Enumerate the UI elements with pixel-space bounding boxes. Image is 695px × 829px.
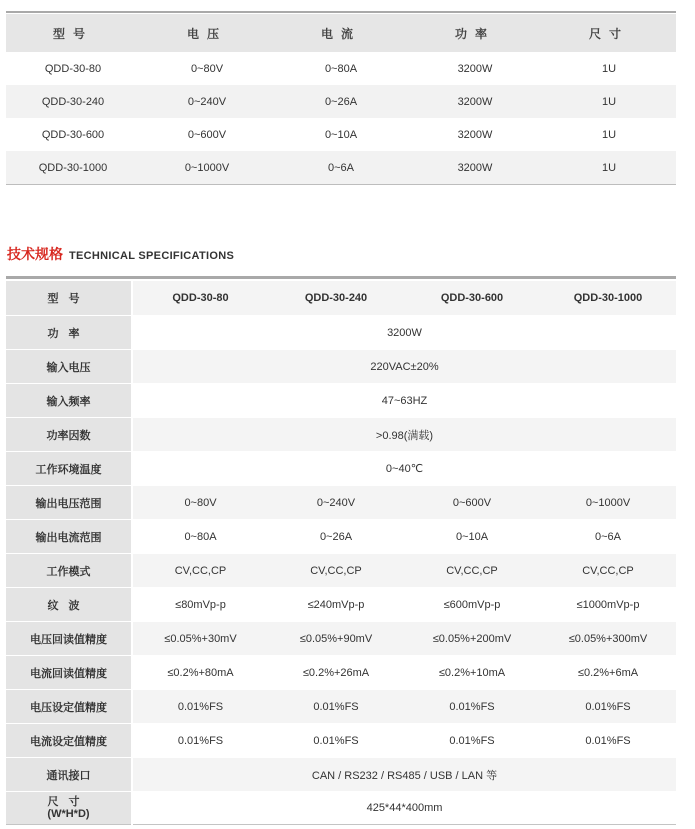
- header-model: 型号: [6, 14, 140, 52]
- spec-value: 0~10A: [404, 520, 540, 554]
- specs-header-row: [6, 281, 676, 316]
- spec-row-power-factor: [6, 418, 676, 452]
- model-summary-table: [6, 14, 676, 185]
- spec-row-voltage-setting: [6, 690, 676, 724]
- cell-voltage: 0~1000V: [140, 151, 274, 185]
- spec-value: 0~1000V: [540, 486, 676, 520]
- model-name: QDD-30-240: [268, 281, 404, 316]
- specs-top-rule: [6, 276, 676, 279]
- cell-size: 1U: [601, 62, 617, 75]
- spec-value: CV,CC,CP: [268, 554, 404, 588]
- row-label-voltage-setting: 电压设定值精度: [6, 690, 132, 724]
- cell-voltage: 0~600V: [187, 128, 227, 141]
- cell-power: 3200W: [457, 128, 493, 141]
- model-name: QDD-30-1000: [540, 281, 676, 316]
- spec-row-ripple: [6, 588, 676, 622]
- spec-value: CV,CC,CP: [132, 554, 268, 588]
- row-label-model: 型号: [6, 281, 132, 316]
- size-label: 尺寸: [47, 796, 90, 808]
- spec-value: ≤0.05%+300mV: [540, 622, 676, 656]
- spec-row-power: [6, 316, 676, 350]
- row-label-input-voltage: 输入电压: [6, 350, 132, 384]
- cell-power: 3200W: [408, 151, 542, 185]
- row-label-size: [6, 792, 132, 825]
- cell-model: QDD-30-1000: [6, 151, 140, 185]
- row-label-input-frequency: 输入频率: [6, 384, 132, 418]
- spec-row-input-voltage: [6, 350, 676, 384]
- spec-value-power: 3200W: [132, 316, 676, 350]
- spec-value-comm: CAN / RS232 / RS485 / USB / LAN 等: [132, 758, 676, 792]
- header-power: 功率: [408, 14, 542, 52]
- spec-value: ≤0.2%+6mA: [540, 656, 676, 690]
- row-label-ripple: 纹波: [6, 588, 132, 622]
- spec-value: ≤0.2%+26mA: [268, 656, 404, 690]
- spec-value-input-voltage: 220VAC±20%: [132, 350, 676, 384]
- table-row: [6, 118, 676, 151]
- size-label-sub: (W*H*D): [47, 808, 90, 820]
- model-name: QDD-30-600: [404, 281, 540, 316]
- spec-value: CV,CC,CP: [540, 554, 676, 588]
- spec-row-output-current: [6, 520, 676, 554]
- spec-row-comm: [6, 758, 676, 792]
- spec-value: 0.01%FS: [404, 690, 540, 724]
- specs-table: [6, 281, 676, 825]
- spec-row-temperature: [6, 452, 676, 486]
- cell-current: 0~6A: [274, 151, 408, 185]
- spec-row-mode: [6, 554, 676, 588]
- cell-size: 1U: [601, 128, 617, 141]
- spec-row-current-setting: [6, 724, 676, 758]
- spec-value: 0.01%FS: [268, 690, 404, 724]
- table-header-row: [6, 14, 676, 52]
- spec-value: ≤0.2%+80mA: [132, 656, 268, 690]
- spec-row-voltage-readback: [6, 622, 676, 656]
- row-label-output-voltage: 输出电压范围: [6, 486, 132, 520]
- spec-value: 0.01%FS: [268, 724, 404, 758]
- spec-row-output-voltage: [6, 486, 676, 520]
- spec-value-size: 425*44*400mm: [132, 792, 676, 825]
- row-label-voltage-readback: 电压回读值精度: [6, 622, 132, 656]
- section-title: [7, 244, 234, 264]
- row-label-output-current: 输出电流范围: [6, 520, 132, 554]
- spec-row-current-readback: [6, 656, 676, 690]
- table1-top-rule: [6, 11, 676, 13]
- model-name: QDD-30-80: [132, 281, 268, 316]
- cell-power: 3200W: [457, 62, 493, 75]
- row-label-comm: 通讯接口: [6, 758, 132, 792]
- spec-value: 0~80A: [132, 520, 268, 554]
- spec-value: ≤80mVp-p: [132, 588, 268, 622]
- spec-value: 0~6A: [540, 520, 676, 554]
- spec-value-temperature: 0~40℃: [132, 452, 676, 486]
- spec-value: 0~240V: [268, 486, 404, 520]
- cell-voltage: 0~240V: [140, 85, 274, 118]
- row-label-mode: 工作模式: [6, 554, 132, 588]
- row-label-current-readback: 电流回读值精度: [6, 656, 132, 690]
- row-label-power-factor: 功率因数: [6, 418, 132, 452]
- header-voltage: 电压: [140, 14, 274, 52]
- row-label-current-setting: 电流设定值精度: [6, 724, 132, 758]
- spec-value: ≤0.2%+10mA: [404, 656, 540, 690]
- spec-value: 0.01%FS: [540, 724, 676, 758]
- spec-value: 0.01%FS: [540, 690, 676, 724]
- cell-current: 0~80A: [324, 62, 358, 75]
- table-row: [6, 52, 676, 85]
- spec-value-input-frequency: 47~63HZ: [132, 384, 676, 418]
- spec-value: ≤600mVp-p: [404, 588, 540, 622]
- spec-value: 0.01%FS: [132, 690, 268, 724]
- spec-value: ≤0.05%+90mV: [268, 622, 404, 656]
- spec-value: 0.01%FS: [132, 724, 268, 758]
- row-label-temperature: 工作环境温度: [6, 452, 132, 486]
- spec-value: ≤0.05%+30mV: [132, 622, 268, 656]
- cell-voltage: 0~80V: [190, 62, 224, 75]
- row-label-power: 功率: [6, 316, 132, 350]
- spec-value: CV,CC,CP: [404, 554, 540, 588]
- cell-model: QDD-30-240: [6, 85, 140, 118]
- header-current: 电流: [274, 14, 408, 52]
- spec-row-size: [6, 792, 676, 825]
- spec-value: ≤1000mVp-p: [540, 588, 676, 622]
- cell-current: 0~26A: [274, 85, 408, 118]
- spec-value-power-factor: >0.98(满载): [132, 418, 676, 452]
- cell-model: QDD-30-600: [41, 128, 105, 141]
- spec-value: ≤0.05%+200mV: [404, 622, 540, 656]
- cell-size: 1U: [542, 85, 676, 118]
- section-title-en: TECHNICAL SPECIFICATIONS: [69, 250, 235, 262]
- spec-value: 0.01%FS: [404, 724, 540, 758]
- cell-size: 1U: [542, 151, 676, 185]
- spec-value: 0~80V: [132, 486, 268, 520]
- cell-model: QDD-30-80: [44, 62, 102, 75]
- spec-value: 0~26A: [268, 520, 404, 554]
- cell-power: 3200W: [408, 85, 542, 118]
- spec-value: ≤240mVp-p: [268, 588, 404, 622]
- table-row: [6, 85, 676, 118]
- table-row: [6, 151, 676, 185]
- cell-current: 0~10A: [324, 128, 358, 141]
- spec-value: 0~600V: [404, 486, 540, 520]
- header-size: 尺寸: [542, 14, 676, 52]
- section-title-cn: 技术规格: [7, 246, 63, 262]
- spec-row-input-frequency: [6, 384, 676, 418]
